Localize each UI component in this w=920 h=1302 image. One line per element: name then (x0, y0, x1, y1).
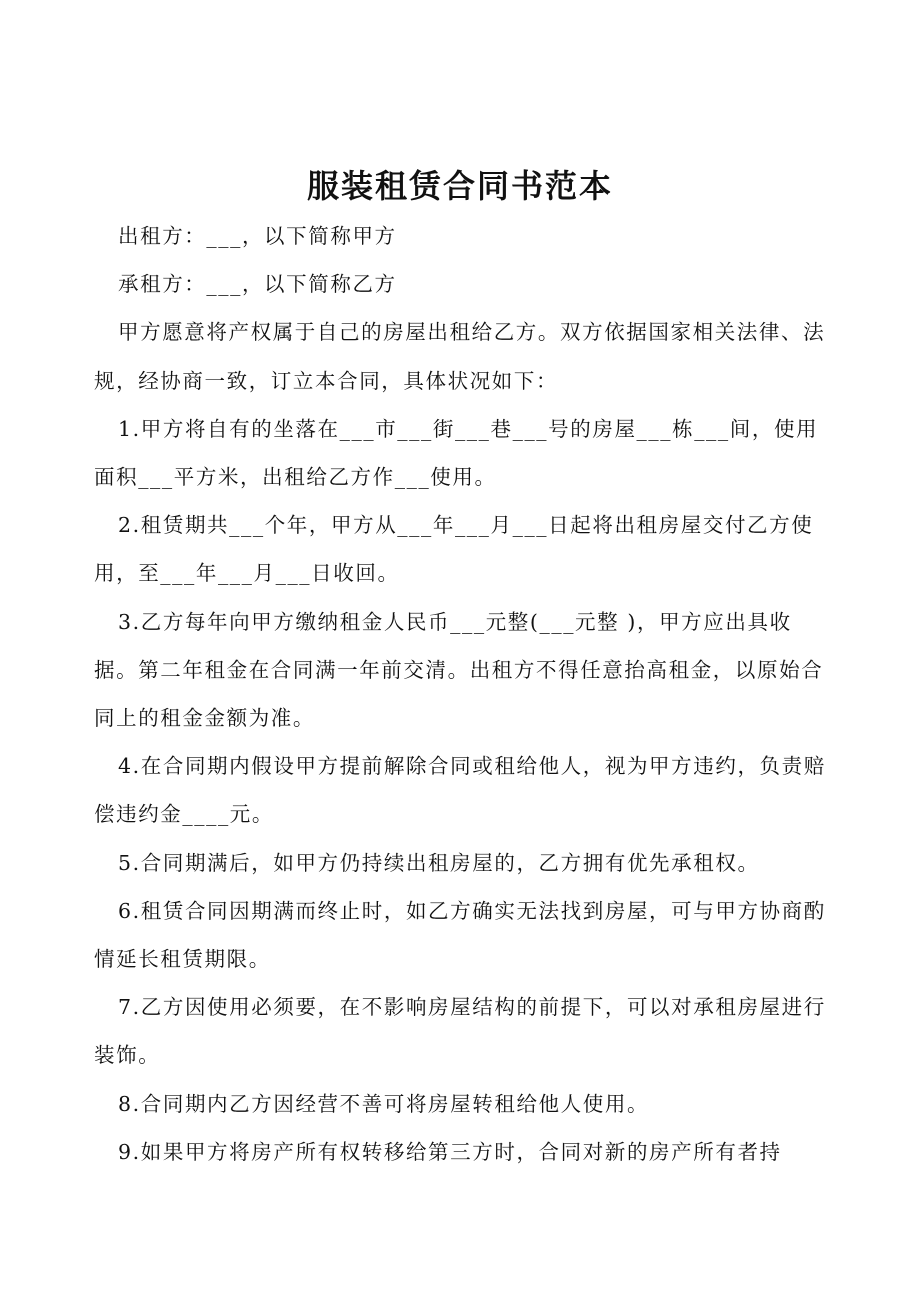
document-body (94, 212, 826, 1176)
clause-5: 5.合同期满后，如甲方仍持续出租房屋的，乙方拥有优先承租权。 (118, 850, 760, 875)
clause-6: 6.租赁合同因期满而终止时，如乙方确实无法找到房屋，可与甲方协商酌情延长租赁期限。 (94, 898, 826, 972)
clause-2: 2.租赁期共___个年，甲方从___年___月___日起将出租房屋交付乙方使用，至___年___月___日收回。 (94, 513, 814, 586)
preamble-paragraph: 甲方愿意将产权属于自己的房屋出租给乙方。双方依据国家相关法律、法规，经协商一致，订立本合同，具体状况如下： (94, 320, 826, 393)
clause-1: 1.甲方将自有的坐落在___市___街___巷___号的房屋___栋___间，使用面积___平方米，出租给乙方作___使用。 (94, 416, 819, 490)
clause-9: 9.如果甲方将房产所有权转移给第三方时，合同对新的房产所有者持 (118, 1139, 782, 1164)
clause-7: 7.乙方因使用必须要，在不影响房屋结构的前提下，可以对承租房屋进行装饰。 (94, 995, 826, 1068)
clause-3: 3.乙方每年向甲方缴纳租金人民币___元整(___元整 )，甲方应出具收据。第二年租金在合同满一年前交清。出租方不得任意抬高租金，以原始合同上的租金金额为准。 (94, 609, 824, 731)
clause-8: 8.合同期内乙方因经营不善可将房屋转租给他人使用。 (118, 1091, 650, 1116)
lessee-line: 承租方：___，以下简称乙方 (118, 272, 397, 297)
clause-4: 4.在合同期内假设甲方提前解除合同或租给他人，视为甲方违约，负责赔偿违约金____元。 (94, 754, 826, 827)
lessor-line: 出租方：___，以下简称甲方 (118, 224, 397, 248)
document-title: 服装租赁合同书范本 (306, 167, 613, 205)
